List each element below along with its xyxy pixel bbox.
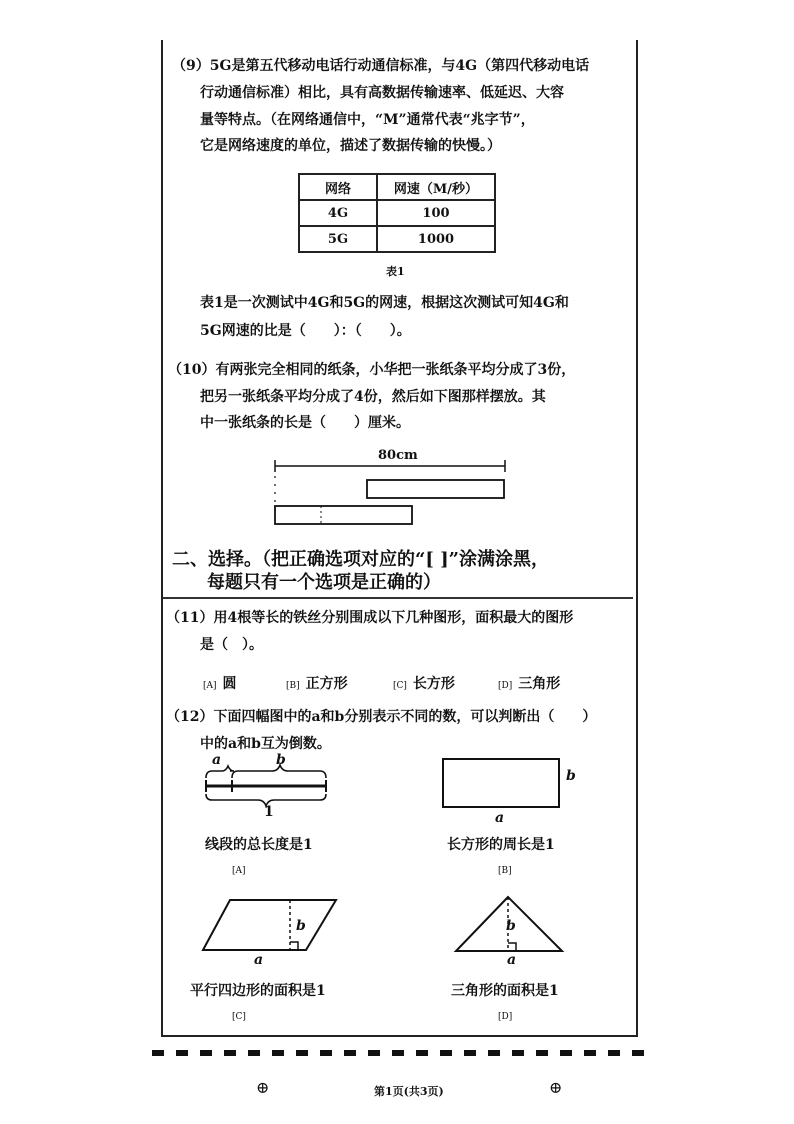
table-cell: 4G [299, 200, 377, 226]
left-registration-mark-icon: ⊕ [256, 1078, 270, 1097]
option-d[interactable] [498, 673, 560, 693]
figure-b-desc: 长方形的周长是1 [447, 837, 555, 853]
q9-question-line-1: 表1是一次测试中4G和5G的网速，根据这次测试可知4G和 [200, 295, 569, 311]
option-b[interactable] [286, 673, 348, 693]
section-2-title-line-2: 每题只有一个选项是正确的） [207, 572, 441, 593]
option-c[interactable] [393, 673, 455, 693]
option-b-text: 正方形 [305, 676, 348, 692]
figure-c-var-b: b [296, 918, 306, 934]
q12-line-2: 中的a和b互为倒数。 [200, 736, 331, 752]
dash-segment [152, 1050, 164, 1056]
section-divider [163, 597, 633, 599]
table-cell: 5G [299, 226, 377, 252]
dash-segment [200, 1050, 212, 1056]
dash-segment [344, 1050, 356, 1056]
dash-segment [632, 1050, 644, 1056]
figure-a-desc: 线段的总长度是1 [205, 837, 313, 853]
figure-a-mark[interactable]: [A] [232, 866, 246, 876]
option-a-mark[interactable]: [A] [203, 681, 217, 691]
dash-segment [584, 1050, 596, 1056]
q9-line-3: 量等特点。（在网络通信中，“M”通常代表“兆字节”， [200, 112, 535, 128]
dash-segment [488, 1050, 500, 1056]
figure-b-var-a: a [495, 810, 505, 826]
table-cell: 100 [377, 200, 495, 226]
option-d-mark[interactable]: [D] [498, 681, 513, 691]
dash-segment [416, 1050, 428, 1056]
dash-segment [392, 1050, 404, 1056]
q10-line-2: 把另一张纸条平均分成了4份，然后如下图那样摆放。其 [200, 389, 546, 405]
dash-segment [464, 1050, 476, 1056]
figure-c-desc: 平行四边形的面积是1 [190, 983, 326, 999]
q11-line-2: 是（ ）。 [200, 637, 263, 653]
dash-segment [560, 1050, 572, 1056]
dash-segment [368, 1050, 380, 1056]
q11-line-1: （11）用4根等长的铁丝分别围成以下几种图形，面积最大的图形 [166, 610, 574, 626]
q9-question-line-2: 5G网速的比是（ ）：（ ）。 [200, 323, 411, 339]
option-d-text: 三角形 [518, 676, 561, 692]
dash-segment [608, 1050, 620, 1056]
q9-line-4: 它是网络速度的单位，描述了数据传输的快慢。） [200, 138, 501, 154]
figure-c-var-a: a [254, 952, 264, 968]
q10-line-1: （10）有两张完全相同的纸条，小华把一张纸条平均分成了3份， [168, 362, 576, 378]
figure-a-var-b: b [276, 752, 286, 768]
table-row [299, 200, 495, 226]
option-c-mark[interactable]: [C] [393, 681, 407, 691]
figure-d-desc: 三角形的面积是1 [451, 983, 559, 999]
option-a[interactable] [203, 673, 237, 693]
dash-segment [512, 1050, 524, 1056]
page-number: 第1页(共3页) [374, 1085, 444, 1098]
figure-b-mark[interactable]: [B] [498, 866, 512, 876]
table-cell: 1000 [377, 226, 495, 252]
table-header-network: 网络 [299, 174, 377, 200]
table-row [299, 226, 495, 252]
q9-line-2: 行动通信标准）相比，具有高数据传输速率、低延迟、大容 [200, 85, 564, 101]
table-header-speed: 网速（M/秒） [377, 174, 495, 200]
section-2-title-line-1: 二、选择。（把正确选项对应的“[ ]”涂满涂黑， [172, 549, 550, 570]
q12-line-1: （12）下面四幅图中的a和b分别表示不同的数，可以判断出（ ） [166, 709, 597, 725]
figure-c-mark[interactable]: [C] [232, 1012, 246, 1022]
figure-d-mark[interactable]: [D] [498, 1012, 513, 1022]
right-registration-mark-icon: ⊕ [549, 1078, 563, 1097]
figure-a-var-a: a [212, 752, 222, 768]
option-c-text: 长方形 [412, 676, 455, 692]
figure-d-var-a: a [507, 952, 517, 968]
dash-segment [320, 1050, 332, 1056]
dash-segment [176, 1050, 188, 1056]
option-b-mark[interactable]: [B] [286, 681, 300, 691]
figure-d-var-b: b [506, 918, 516, 934]
dash-segment [224, 1050, 236, 1056]
figure-b-rectangle [440, 756, 565, 811]
dash-segment [536, 1050, 548, 1056]
figure-b-var-b: b [566, 768, 576, 784]
dash-segment [440, 1050, 452, 1056]
network-speed-table [298, 173, 496, 253]
option-a-text: 圆 [222, 676, 237, 692]
dash-segment [296, 1050, 308, 1056]
dash-segment [248, 1050, 260, 1056]
q10-line-3: 中一张纸条的长是（ ）厘米。 [200, 415, 410, 431]
dash-segment [272, 1050, 284, 1056]
figure-a-total: 1 [264, 804, 274, 820]
table-caption: 表1 [386, 265, 405, 278]
q9-line-1: （9）5G是第五代移动电话行动通信标准，与4G（第四代移动电话 [172, 58, 590, 74]
figure-c-parallelogram [200, 895, 340, 955]
figure-length-label: 80cm [378, 448, 418, 463]
